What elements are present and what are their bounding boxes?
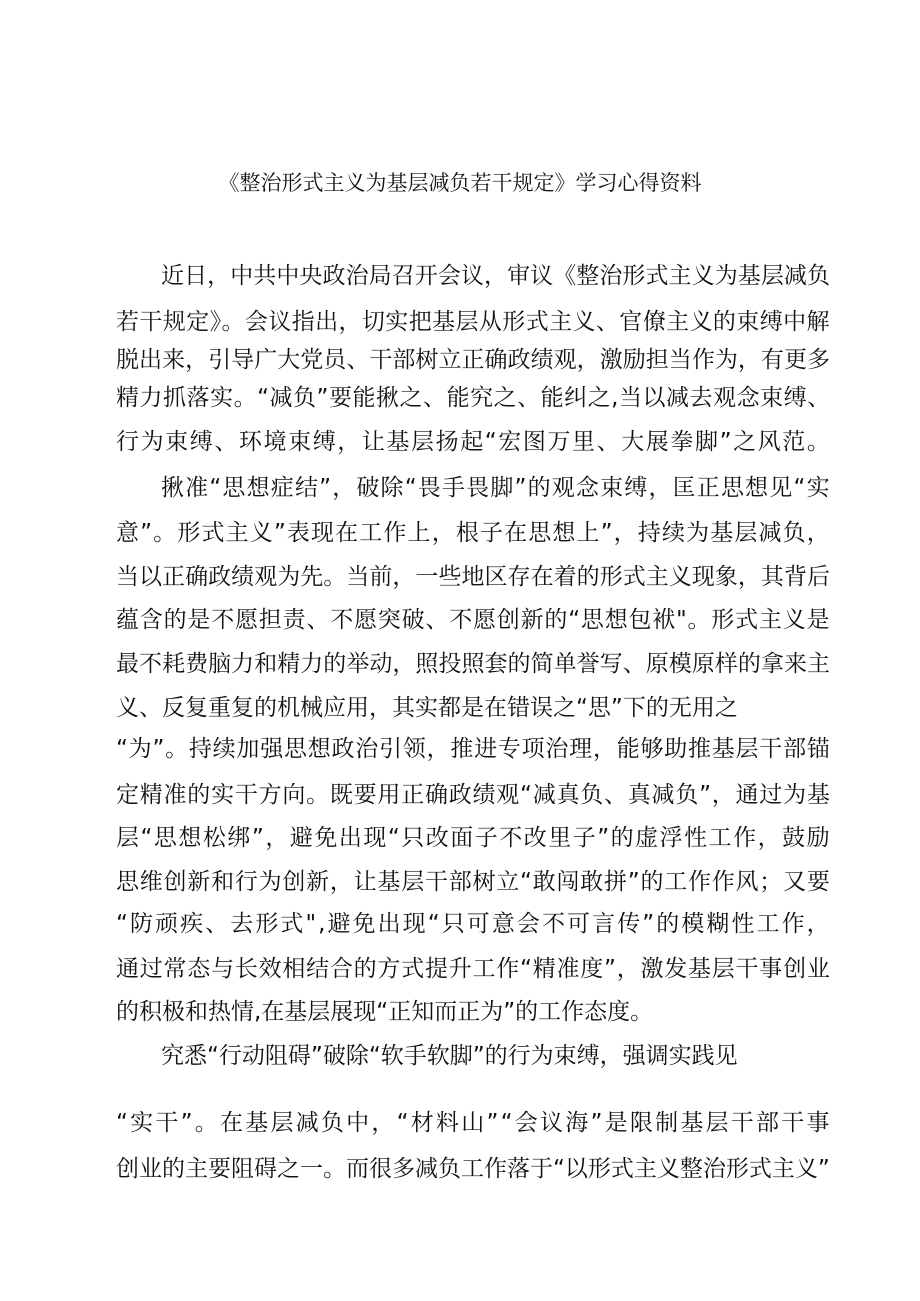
- body-line: 定精准的实干方向。既要用正确政绩观“减真负、真减负”，通过为基: [116, 782, 831, 808]
- body-line: 当以正确政绩观为先。当前，一些地区存在着的形式主义现象，其背后: [116, 564, 831, 590]
- body-line: 的积极和热情,在基层展现“正知而正为”的工作态度。: [116, 999, 654, 1025]
- body-line: 义、反复重复的机械应用，其实都是在错误之“思”下的无用之: [116, 695, 738, 721]
- body-line: 最不耗费脑力和精力的举动，照投照套的简单誉写、原模原样的拿来主: [116, 651, 831, 677]
- body-line: 近日，中共中央政治局召开会议，审议《整治形式主义为基层减负: [161, 263, 831, 289]
- body-line: 究悉“行动阻碍”破除“软手软脚”的行为束缚，强调实践见: [161, 1043, 738, 1069]
- body-line: 揪准“思想症结”，破除“畏手畏脚”的观念束缚，匡正思想见“实: [161, 475, 831, 501]
- body-line: 通过常态与长效相结合的方式提升工作“精准度”，激发基层干事创业: [116, 956, 831, 982]
- body-line: “实干”。在基层减负中，“材料山”“会议海”是限制基层干部干事: [116, 1110, 832, 1136]
- body-line: 创业的主要阻碍之一。而很多减负工作落于“以形式主义整治形式主义”: [116, 1156, 830, 1182]
- body-line: 精力抓落实。“减负”要能揪之、能究之、能纠之,当以减去观念束缚、: [116, 385, 831, 411]
- body-line: 意”。形式主义”表现在工作上，根子在思想上”，持续为基层减负，: [116, 520, 831, 546]
- body-line: 脱出来，引导广大党员、干部树立正确政绩观，激励担当作为，有更多: [116, 347, 831, 373]
- body-line: 思维创新和行为创新，让基层干部树立“敢闯敢拼”的工作作风；又要: [116, 869, 831, 895]
- body-line: 行为束缚、环境束缚，让基层扬起“宏图万里、大展拳脚”之风范。: [116, 429, 832, 455]
- document-title: 《整治形式主义为基层减负若干规定》学习心得资料: [218, 171, 702, 195]
- body-line: 蕴含的是不愿担责、不愿突破、不愿创新的“思想包袱"。形式主义是: [116, 607, 831, 633]
- body-line: “防顽疾、去形式",避免出现“只可意会不可言传”的模糊性工作，: [116, 911, 832, 937]
- body-line: 层“思想松绑”，避免出现“只改面子不改里子”的虚浮性工作，鼓励: [116, 825, 832, 851]
- body-line: 若干规定》。会议指出，切实把基层从形式主义、官僚主义的束缚中解: [116, 309, 830, 335]
- body-line: “为”。持续加强思想政治引领，推进专项治理，能够助推基层干部锚: [116, 736, 831, 762]
